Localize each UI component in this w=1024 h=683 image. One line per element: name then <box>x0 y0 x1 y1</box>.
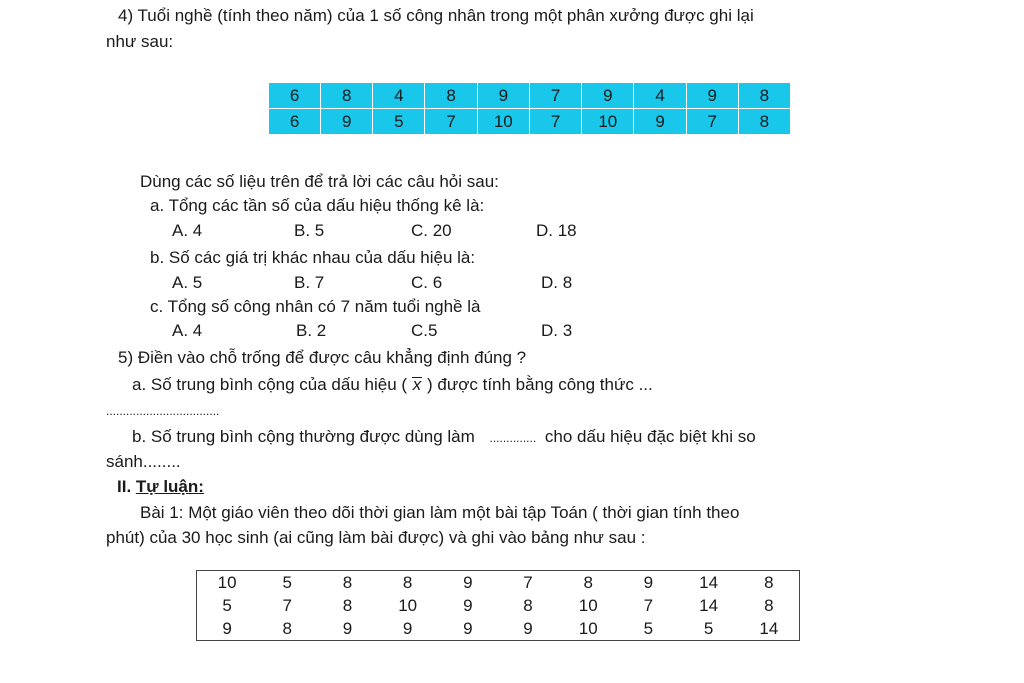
q4a-option-a: A. 4 <box>172 221 203 240</box>
q4-table-cell: 9 <box>321 109 373 135</box>
q4-table-cell: 8 <box>738 83 790 109</box>
bai1-table-cell: 9 <box>463 595 473 615</box>
q4-table-row <box>269 109 791 135</box>
q4-instruction: Dùng các số liệu trên để trả lời các câu hỏi sau: <box>140 172 499 191</box>
bai1-table-cell: 8 <box>764 572 774 592</box>
q5-b-line2: sánh........ <box>106 452 181 471</box>
bai1-table-cell: 9 <box>463 572 473 592</box>
q4a-option-d: D. 18 <box>536 221 577 240</box>
q4-data-table <box>268 82 791 135</box>
q5-a-after: ) được tính bằng công thức ... <box>427 375 653 394</box>
bai1-table-cell: 8 <box>282 618 293 638</box>
q4-table-cell: 8 <box>321 83 373 109</box>
q4a-option-c: C. 20 <box>411 221 452 240</box>
q4-table-cell: 6 <box>269 109 321 135</box>
q5-a-blank: .................................. <box>106 404 220 418</box>
q4-table-cell: 9 <box>634 109 686 135</box>
part2-heading-text: II. Tự luận: <box>117 477 204 496</box>
bai1-table-cell: 8 <box>402 572 413 592</box>
bai1-line2: phút) của 30 học sinh (ai cũng làm bài được) và ghi vào bảng như sau : <box>106 528 646 547</box>
q4c-option-c: C.5 <box>411 321 438 340</box>
q4-table-cell: 10 <box>582 109 634 135</box>
q4-table-cell: 7 <box>529 109 581 135</box>
part2-heading <box>117 476 204 498</box>
q4-table-cell: 9 <box>477 83 529 109</box>
q4-table-cell: 6 <box>269 83 321 109</box>
q4-table-cell: 7 <box>529 83 581 109</box>
bai1-table-cell: 10 <box>217 572 237 592</box>
bai1-data-table <box>196 570 800 641</box>
q4b-option-d: D. 8 <box>541 273 573 292</box>
q4-title-line1: 4) Tuổi nghề (tính theo năm) của 1 số công nhân trong một phân xưởng được ghi lại <box>118 6 754 25</box>
bai1-table-cell: 8 <box>523 595 533 615</box>
q5-part-a <box>132 374 653 396</box>
q4b-option-a: A. 5 <box>172 273 203 292</box>
q4-table-cell: 7 <box>686 109 738 135</box>
bai1-table-row <box>197 617 800 641</box>
bai1-table-cell: 9 <box>342 618 353 638</box>
bai1-table-cell: 14 <box>699 572 719 592</box>
q4a-option-b: B. 5 <box>294 221 325 240</box>
q4-question-a: a. Tổng các tần số của dấu hiệu thống kê là: <box>150 196 485 215</box>
q5-title: 5) Điền vào chỗ trống để được câu khẳng định đúng ? <box>118 348 527 367</box>
q4-table-cell: 9 <box>582 83 634 109</box>
q4b-option-b: B. 7 <box>294 273 325 292</box>
bai1-table-cell: 8 <box>764 595 774 615</box>
bai1-table-cell: 7 <box>643 595 654 615</box>
bai1-table-cell: 14 <box>699 595 719 615</box>
bai1-table-cell: 5 <box>643 618 654 638</box>
q4b-option-c: C. 6 <box>411 273 443 292</box>
bai1-table-cell: 5 <box>222 595 232 615</box>
q4-table-cell: 4 <box>634 83 686 109</box>
bai1-table-cell: 8 <box>342 595 353 615</box>
bai1-table-cell: 8 <box>583 572 593 592</box>
q4-table-cell: 8 <box>425 83 477 109</box>
q4-question-b: b. Số các giá trị khác nhau của dấu hiệu là: <box>150 248 476 267</box>
bai1-table-cell: 5 <box>282 572 293 592</box>
q5-b-part2: cho dấu hiệu đặc biệt khi so <box>544 427 756 446</box>
bai1-table-cell: 9 <box>222 618 232 638</box>
q4c-option-b: B. 2 <box>296 321 327 340</box>
bai1-table-cell: 7 <box>523 572 533 592</box>
q5-a-before: a. Số trung bình cộng của dấu hiệu ( <box>132 375 408 394</box>
bai1-table-cell: 9 <box>463 618 473 638</box>
bai1-table-row <box>197 594 800 617</box>
bai1-table-cell: 9 <box>523 618 533 638</box>
q4-table-cell: 7 <box>425 109 477 135</box>
q4c-option-a: A. 4 <box>172 321 203 340</box>
q4-question-c: c. Tổng số công nhân có 7 năm tuổi nghề là <box>150 297 481 316</box>
bai1-table-cell: 14 <box>759 618 779 638</box>
q5-b-part1: b. Số trung bình cộng thường được dùng làm <box>132 427 475 446</box>
q4-table-cell: 4 <box>373 83 425 109</box>
bai1-table-cell: 8 <box>342 572 353 592</box>
q5-part-b <box>132 426 756 449</box>
bai1-table-cell: 10 <box>578 618 598 638</box>
q4-table-cell: 5 <box>373 109 425 135</box>
q4c-option-d: D. 3 <box>541 321 573 340</box>
q4-table-cell: 8 <box>738 109 790 135</box>
q5-b-blank: .............. <box>489 431 537 445</box>
bai1-table-cell: 10 <box>578 595 598 615</box>
bai1-table-cell: 9 <box>402 618 413 638</box>
q4-table-cell: 9 <box>686 83 738 109</box>
q4-table-cell: 10 <box>477 109 529 135</box>
bai1-table-row <box>197 571 800 595</box>
bai1-table-cell: 5 <box>703 618 714 638</box>
q4-title-line2: như sau: <box>106 32 174 51</box>
bai1-table-cell: 7 <box>282 595 293 615</box>
x-bar-symbol: x <box>412 375 422 394</box>
bai1-table-cell: 10 <box>398 595 418 615</box>
bai1-table-cell: 9 <box>643 572 654 592</box>
q4-table-row <box>269 83 791 109</box>
bai1-line1: Bài 1: Một giáo viên theo dõi thời gian làm một bài tập Toán ( thời gian tính theo <box>140 503 740 522</box>
